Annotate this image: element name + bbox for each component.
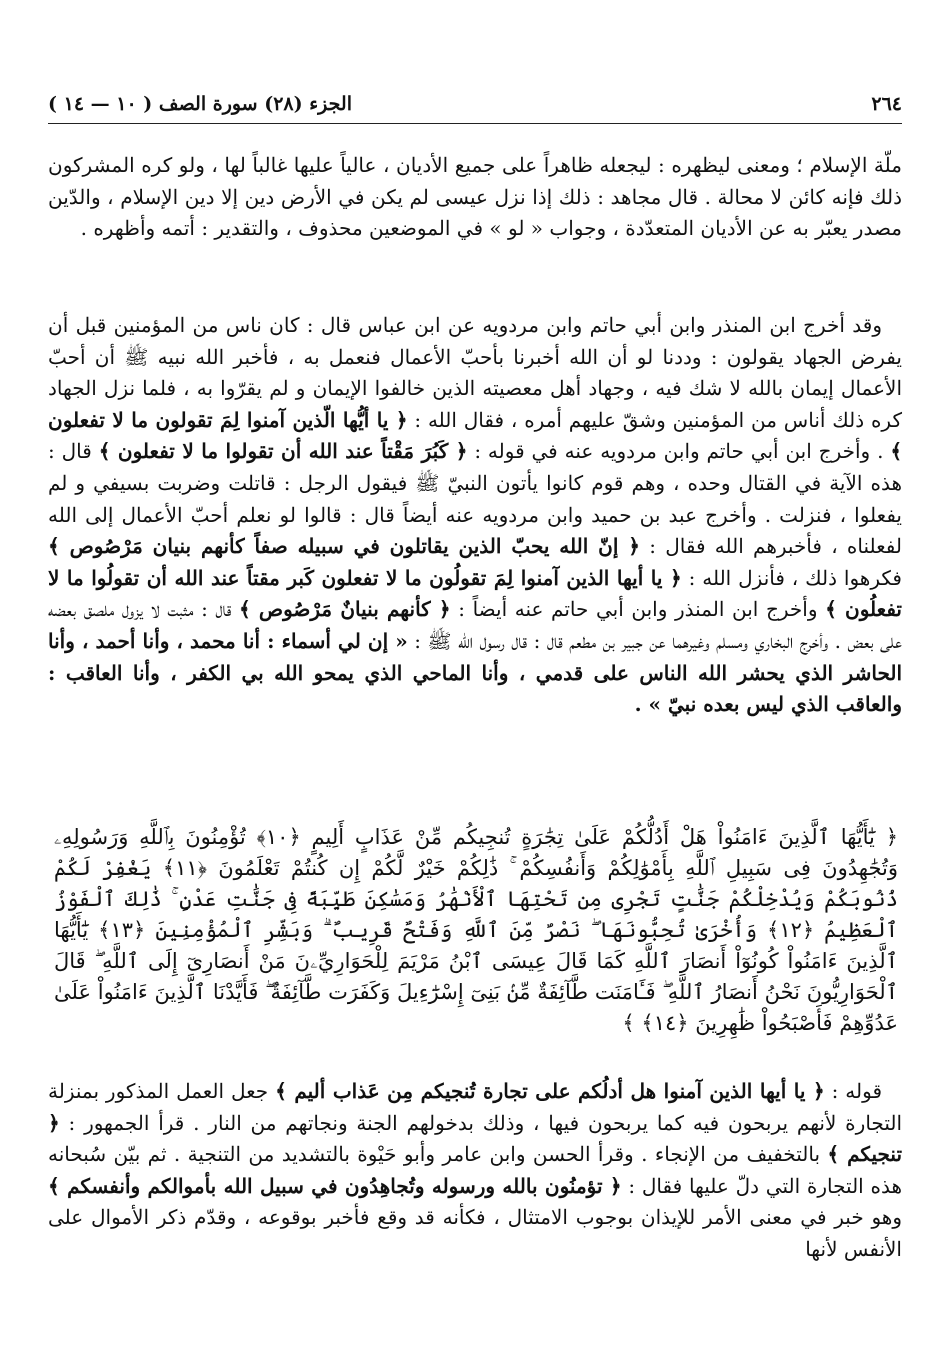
p3-quote-1: ﴿ يا أيها الذين آمنوا هل أدلُكم على تجارة تُنجيكم مِن عَذاب أليم ﴾	[275, 1079, 825, 1103]
paragraph-2-text	[48, 310, 902, 721]
page-number: ٢٦٤	[871, 93, 902, 115]
p2-hadith: « إن لي أسماء : أنا محمد ، وأنا أحمد ، وأنا الحاشر الذي يحشر الله الناس على قدمي ، وأنا الماحي الذي يمحو الله بي الكفر ، وأنا العاقب : والعاقب الذي ليس بعده نبيّ » .	[48, 628, 903, 717]
p3-sentence-1: قوله :	[831, 1079, 883, 1103]
p2-quote-5: ﴿ كأنهم بنيانٌ مَرْصُوص ﴾	[238, 597, 451, 622]
paragraph-3	[48, 1076, 902, 1266]
quran-verses-block	[54, 822, 898, 1039]
paragraph-1-text: ملّة الإسلام ؛ ومعنى ليظهره : ليجعله ظاهراً على جميع الأديان ، عالياً عليها غالباً لها ، ولو كره المشركون ذلك فإنه كائن لا محالة . قال مجاهد : ذلك إذا نزل عيسى لم يكن في الأرض دين إلا دين الإسلام ، والدّين مصدر يعبّر به عن الأديان المتعدّدة ، وجواب « لو » في الموضعين محذوف ، والتقدير : أتمه وأظهره .	[48, 153, 902, 241]
quran-verses-text: ﴿ يَٰٓأَيُّهَا ٱلَّذِينَ ءَامَنُواْ هَلْ أَدُلُّكُمْ عَلَىٰ تِجَٰرَةٍ تُنجِيكُم مِّنْ عَذَابٍ أَلِيمٍ ﴿١٠﴾ تُؤْمِنُونَ بِٱللَّهِ وَرَسُولِهِۦ وَتُجَٰهِدُونَ فِى سَبِيلِ ٱللَّهِ بِأَمْوَٰلِكُمْ وَأَنفُسِكُمْ ۚ ذَٰلِكُمْ خَيْرٌ لَّكُمْ إِن كُنتُمْ تَعْلَمُونَ ﴿١١﴾ يَغْفِرْ لَكُمْ ذُنُوبَكُمْ وَيُدْخِلْكُمْ جَنَّٰتٍ تَجْرِى مِن تَحْتِهَا ٱلْأَنْهَٰرُ وَمَسَٰكِنَ طَيِّبَةً فِى جَنَّٰتِ عَدْنٍ ۚ ذَٰلِكَ ٱلْفَوْزُ ٱلْعَظِيمُ ﴿١٢﴾ وَأُخْرَىٰ تُحِبُّونَهَا ۖ نَصْرٌ مِّنَ ٱللَّهِ وَفَتْحٌ قَرِيبٌ ۗ وَبَشِّرِ ٱلْمُؤْمِنِينَ ﴿١٣﴾ يَٰٓأَيُّهَا ٱلَّذِينَ ءَامَنُواْ كُونُوٓاْ أَنصَارَ ٱللَّهِ كَمَا قَالَ عِيسَى ٱبْنُ مَرْيَمَ لِلْحَوَارِيِّۦنَ مَنْ أَنصَارِىٓ إِلَى ٱللَّهِ ۖ قَالَ ٱلْحَوَارِيُّونَ نَحْنُ أَنصَارُ ٱللَّهِ ۖ فَـَٔامَنَت طَّآئِفَةٌ مِّنۢ بَنِىٓ إِسْرَٰٓءِيلَ وَكَفَرَت طَّآئِفَةٌ ۖ فَأَيَّدْنَا ٱلَّذِينَ ءَامَنُواْ عَلَىٰ عَدُوِّهِمْ فَأَصْبَحُواْ ظَٰهِرِينَ ﴿١٤﴾ ﴾	[54, 825, 899, 1035]
paragraph-1	[48, 150, 902, 245]
p2-sentence-5: وأخرج ابن المنذر وابن أبي حاتم عنه أيضاً :	[458, 597, 818, 622]
header-divider	[48, 123, 902, 124]
paragraph-2	[48, 310, 902, 721]
p2-quote-3: ﴿ إنّ الله يحبّ الذين يقاتلون في سبيله صفاً كأنهم بنيان مَرْصُوص ﴾	[48, 534, 640, 559]
p2-quote-1: ﴿ يا أيُّها الّذين آمنوا لِمَ تقولون ما لا تفعلون ﴾	[48, 407, 903, 464]
p2-quote-4: ﴿ يا أيها الذين آمنوا لِمَ تقولُون ما لا تفعلون كَبر مقتاً عند الله أن تقولُوا ما لا تفعلُون ﴾	[48, 565, 902, 622]
p3-sentence-3: بالتخفيف من الإنجاء . وقرأ الحسن وابن عامر وأبو حَيْوة بالتشديد من التنجية . ثم بيّن سُبحانه هذه التجارة التي دلّ عليها فقال :	[48, 1142, 903, 1198]
section-title: الجزء (٢٨) سورة الصف ( ١٠ — ١٤ )	[48, 93, 352, 115]
p2-quote-2: ﴿ كَبُرَ مَقْتاً عند الله أن تقولوا ما لا تفعلون ﴾	[98, 439, 468, 464]
p3-quote-2: ﴿ تنجيكم ﴾	[48, 1110, 903, 1167]
p2-sentence-6: قال : مثبت لا يزول ملصق بعضه على بعض . وأخرج البخاري ومسلم وغيرهما عن جبير بن مطعم قال : قال رسول الله ﷺ :	[48, 597, 902, 653]
p2-sentence-2: . وأخرج ابن أبي حاتم وابن مردويه عنه في قوله :	[474, 439, 884, 464]
paragraph-3-text	[48, 1076, 902, 1266]
p2-sentence-3: قال : هذه الآية في القتال وحده ، وهم قوم كانوا يأتون النبيّ ﷺ فيقول الرجل : قاتلت وضربت بسيفي و لم يفعلوا ، فنزلت . وأخرج عبد بن حميد وابن مردويه عنه أيضاً قال : قالوا لو نعلم أحبّ الأعمال إلى الله لفعلناه ، فأخبرهم الله فقال :	[48, 439, 903, 559]
p2-sentence-1: وقد أخرج ابن المنذر وابن أبي حاتم وابن مردويه عن ابن عباس قال : كان ناس من المؤمنين قبل أن يفرض الجهاد يقولون : وددنا لو أن الله أخبرنا بأحبّ الأعمال فنعمل به ، فأخبر الله نبيه ﷺ أن أحبّ الأعمال إيمان بالله لا شك فيه ، وجهاد أهل معصيته الذين خالفوا الإيمان و لم يقرّوا به ، فلما نزل الجهاد كره ذلك أناس من المؤمنين وشقّ عليهم أمره ، فقال الله :	[48, 313, 903, 432]
running-head	[48, 92, 902, 116]
p2-sentence-4: فكرهوا ذلك ، فأنزل الله :	[688, 565, 902, 590]
p3-sentence-4: وهو خبر في معنى الأمر للإيذان بوجوب الامتثال ، فكأنه قد وقع فأخبر بوقوعه ، وقدّم ذكر الأموال على الأنفس لأنها	[48, 1205, 902, 1261]
p3-sentence-2: جعل العمل المذكور بمنزلة التجارة لأنهم يربحون فيه كما يربحون فيها ، وذلك بدخولهم الجنة ونجاتهم من النار . قرأ الجمهور :	[48, 1079, 903, 1135]
p3-quote-3: ﴿ تؤمنُون بالله ورسوله وتُجاهِدُون في سبيل الله بأموالكم وأنفسكم ﴾	[48, 1173, 622, 1198]
